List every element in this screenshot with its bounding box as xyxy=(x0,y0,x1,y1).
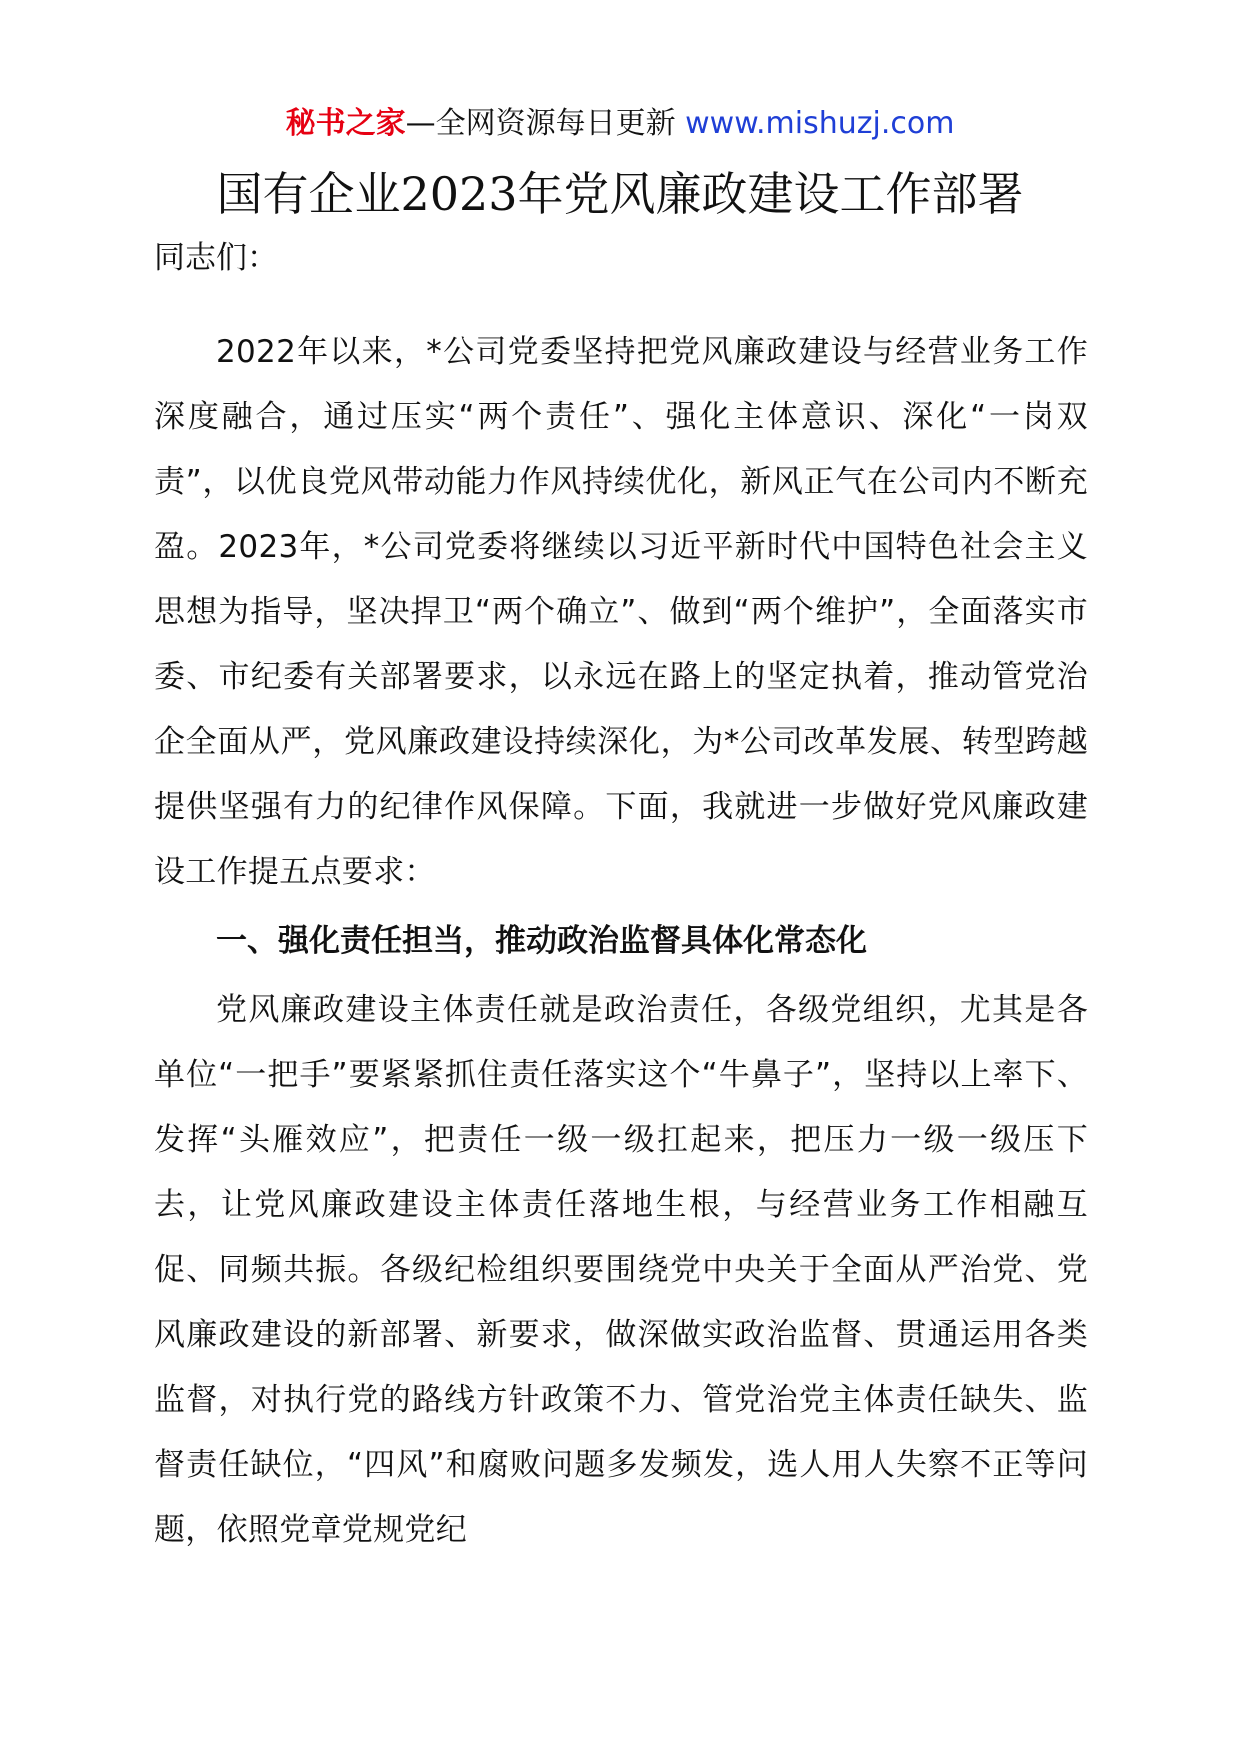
title-suffix: 年党风廉政建设工作部署 xyxy=(517,167,1024,221)
header-banner xyxy=(0,100,1240,148)
title-prefix: 国有企业 xyxy=(216,167,401,221)
section-paragraph: 党风廉政建设主体责任就是政治责任，各级党组织，尤其是各单位“一把手”要紧紧抓住责任落实这个“牛鼻子”，坚持以上率下、发挥“头雁效应”，把责任一级一级扛起来，把压力一级一级压下去，让党风廉政建设主体责任落地生根，与经营业务工作相融互促、同频共振。各级纪检组织要围绕党中央关于全面从严治党、党风廉政建设的新部署、新要求，做深做实政治监督、贯通运用各类监督，对执行党的路线方针政策不力、管党治党主体责任缺失、监督责任缺位，“四风”和腐败问题多发频发，选人用人失察不正等问题，依照党章党规党纪 xyxy=(154,992,1088,1548)
document-title xyxy=(0,162,1240,226)
greeting: 同志们： xyxy=(154,240,278,276)
website-link[interactable]: www.mishuzj.com xyxy=(685,106,955,141)
document-body xyxy=(154,226,1088,1563)
banner-tagline: —全网资源每日更新 xyxy=(405,106,676,141)
brand-name: 秘书之家 xyxy=(285,106,406,141)
section-heading: 一、强化责任担当，推动政治监督具体化常态化 xyxy=(216,923,867,959)
intro-paragraph: 2022年以来，*公司党委坚持把党风廉政建设与经营业务工作深度融合，通过压实“两个责任”、强化主体意识、深化“一岗双责”，以优良党风带动能力作风持续优化，新风正气在公司内不断充盈。2023年，*公司党委将继续以习近平新时代中国特色社会主义思想为指导，坚决捍卫“两个确立”、做到“两个维护”，全面落实市委、市纪委有关部署要求，以永远在路上的坚定执着，推动管党治企全面从严，党风廉政建设持续深化，为*公司改革发展、转型跨越提供坚强有力的纪律作风保障。下面，我就进一步做好党风廉政建设工作提五点要求： xyxy=(154,334,1088,890)
title-year: 2023 xyxy=(400,167,518,221)
paragraph-spacer xyxy=(154,291,1088,320)
